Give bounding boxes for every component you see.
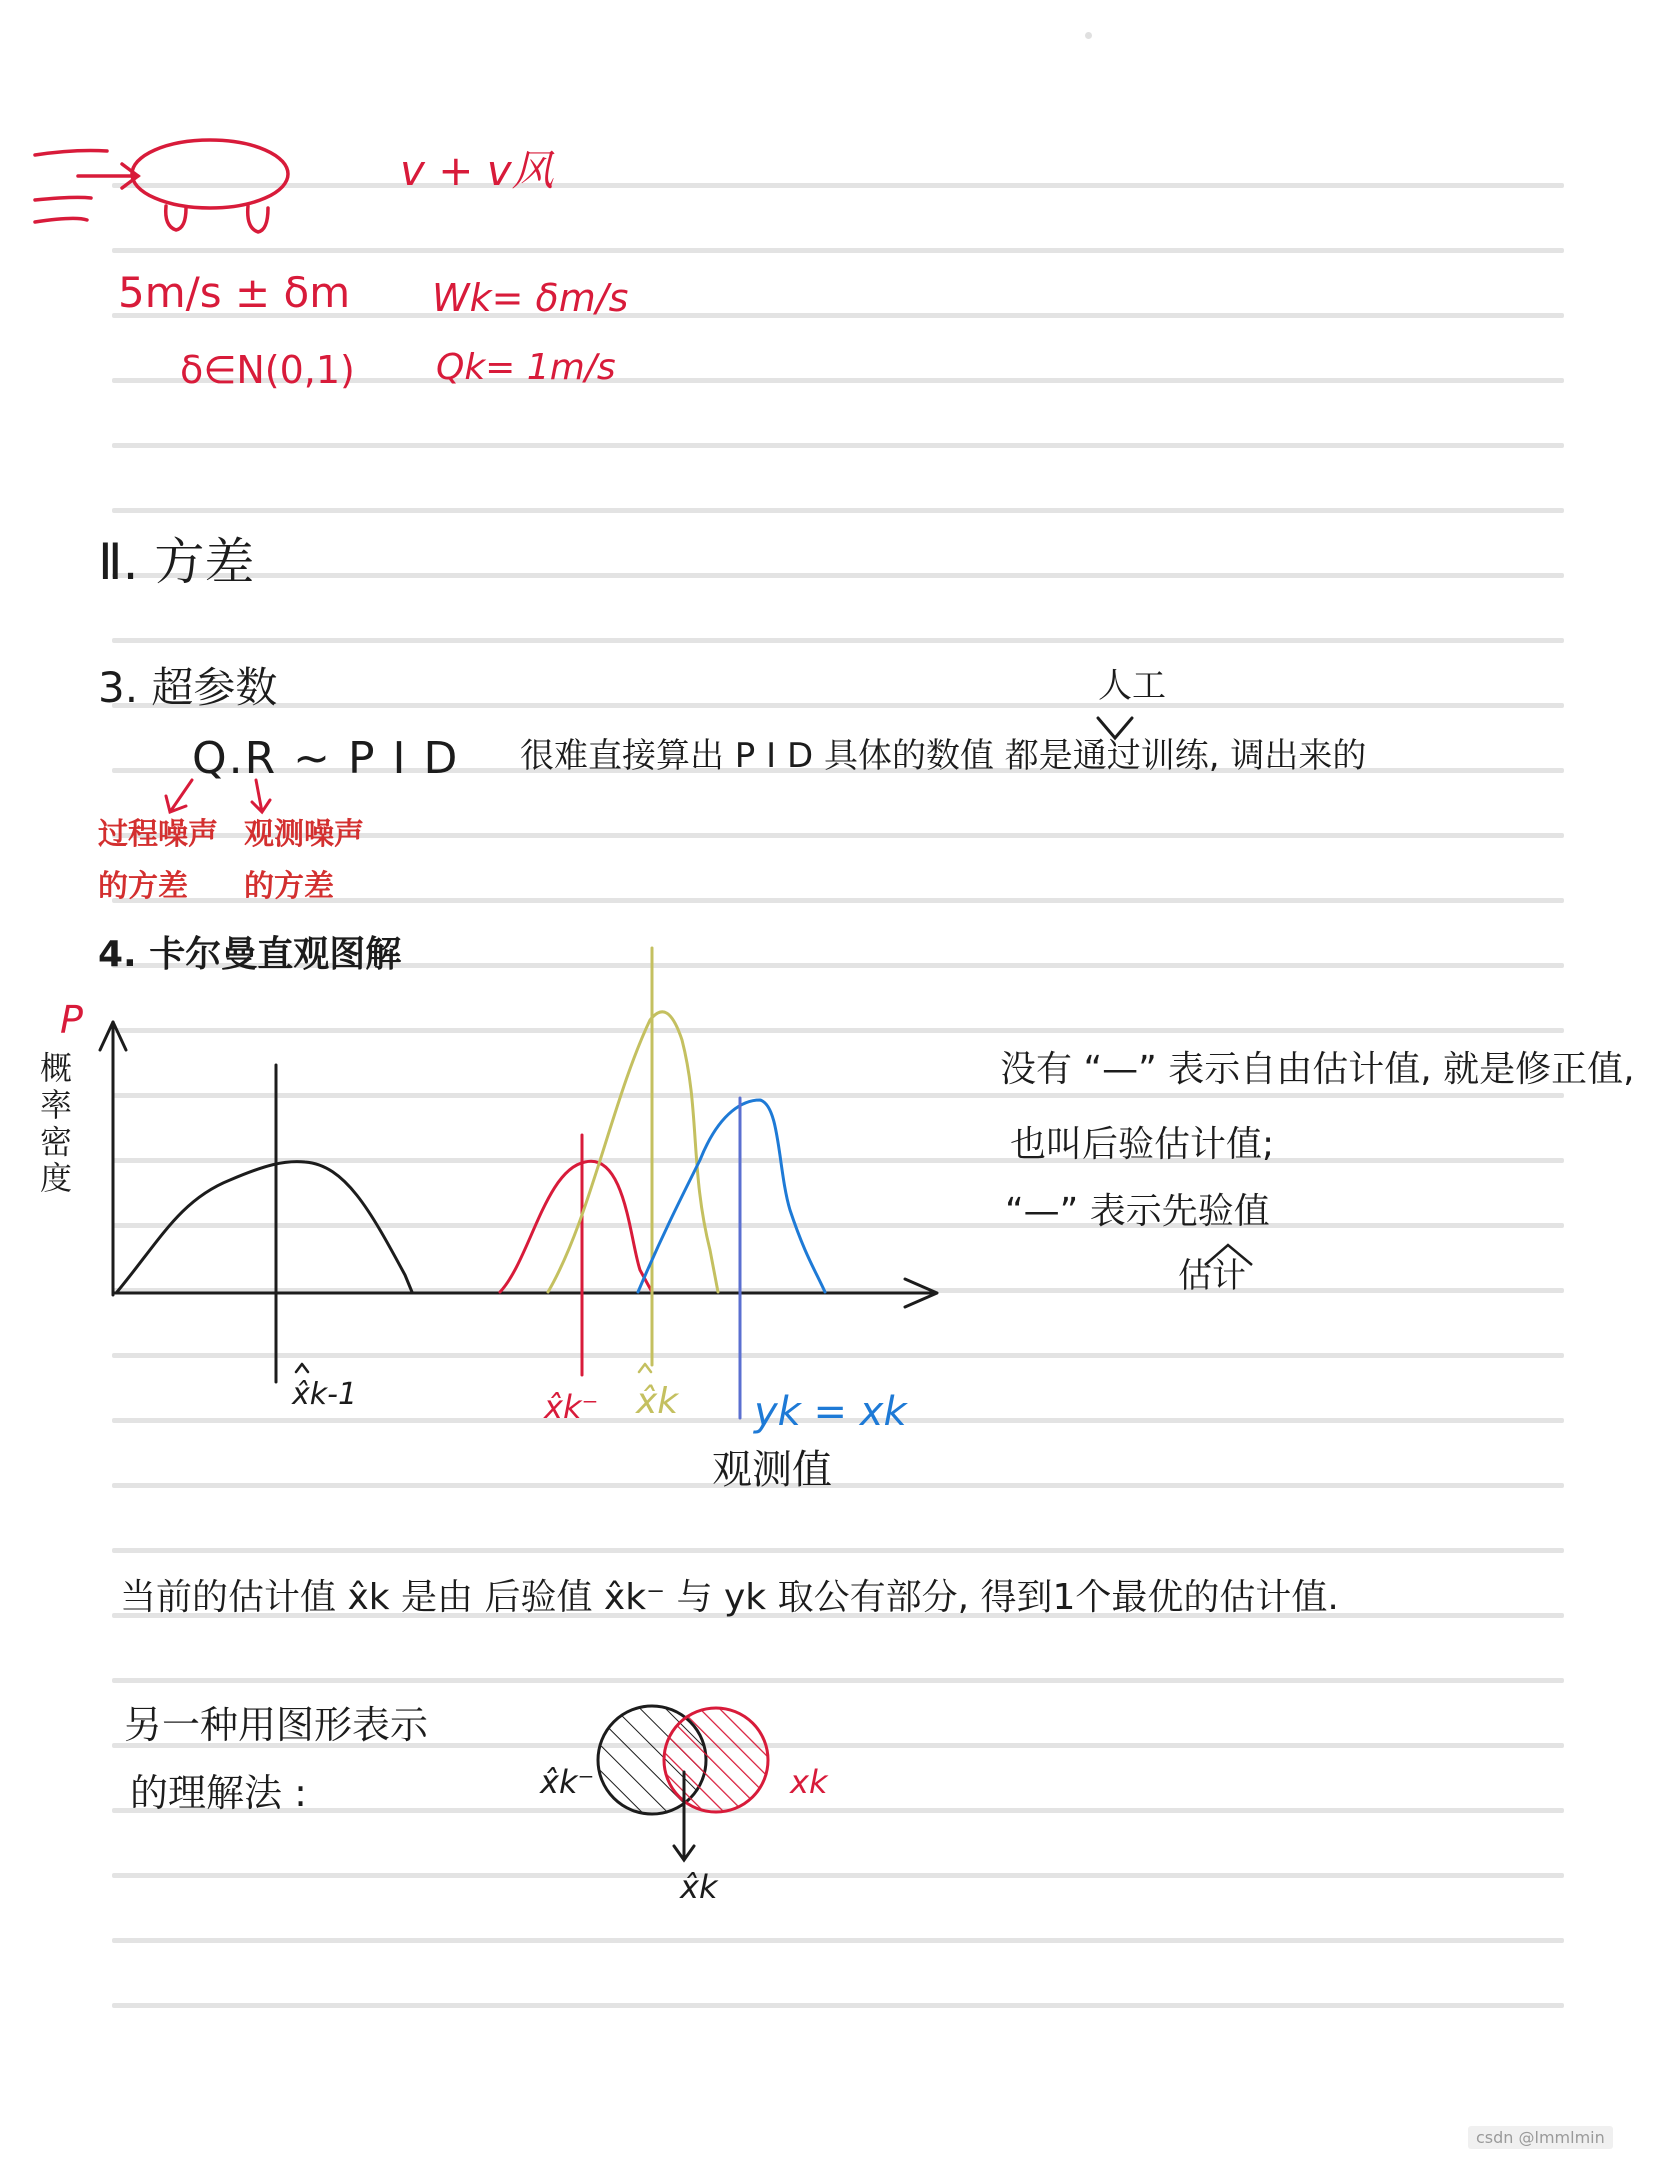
curve-prev <box>117 1162 412 1292</box>
curve-prior <box>500 1161 652 1292</box>
car-sketch <box>35 140 288 232</box>
curve-obs <box>638 1100 825 1292</box>
q-label-line1: 过程噪声 <box>98 817 218 852</box>
wk-line: Wk= δm/s <box>432 276 629 320</box>
velocity-expr: v + v风 <box>400 146 554 195</box>
item3-note: 很难直接算出 P I D 具体的数值 都是通过训练, 调出来的 <box>520 736 1367 776</box>
venn-right-label: xk <box>790 1763 828 1801</box>
side-note-line4: 估计 <box>1178 1256 1246 1296</box>
r-label-line2: 的方差 <box>244 869 334 904</box>
summary-text: 当前的估计值 x̂k 是由 后验值 x̂k⁻ 与 yk 取公有部分, 得到1个最优的估计值. <box>120 1577 1339 1618</box>
q-label-line2: 的方差 <box>98 869 188 904</box>
label-prev: x̂k-1 <box>292 1377 358 1412</box>
arrow-r <box>252 780 270 812</box>
delta-dist: δ∈N(0,1) <box>180 348 355 392</box>
side-note-line3: “—” 表示先验值 <box>1005 1191 1270 1232</box>
item3-note-insert: 人工 <box>1098 666 1166 706</box>
item4-heading: 4. 卡尔曼直观图解 <box>98 934 402 975</box>
r-label-line1: 观测噪声 <box>244 817 364 852</box>
venn-diagram <box>598 1706 768 1860</box>
y-axis-label: 概率密度 <box>40 1049 73 1198</box>
speed-line: 5m/s ± δm <box>118 268 351 317</box>
kalman-chart <box>100 948 937 1418</box>
side-note-line1: 没有 “—” 表示自由估计值, 就是修正值, <box>1000 1049 1635 1090</box>
venn-text-line2: 的理解法 : <box>130 1771 307 1815</box>
label-obs-text: 观测值 <box>712 1447 832 1493</box>
insert-caret <box>1098 718 1132 738</box>
venn-left-label: x̂k⁻ <box>540 1763 595 1801</box>
venn-bottom-label: x̂k <box>680 1868 718 1906</box>
section2-heading: Ⅱ. 方差 <box>98 533 255 591</box>
label-prior: x̂k⁻ <box>544 1388 599 1426</box>
venn-right-circle <box>664 1708 768 1812</box>
venn-text-line1: 另一种用图形表示 <box>124 1703 429 1747</box>
y-axis-symbol: P <box>60 998 83 1042</box>
label-est: x̂k <box>636 1381 679 1422</box>
arrow-q <box>166 780 192 812</box>
item3-formula: Q.R ~ P I D <box>192 733 460 784</box>
label-obs-formula: yk = xk <box>754 1389 907 1435</box>
qk-line: Qk= 1m/s <box>436 347 616 388</box>
item3-heading: 3. 超参数 <box>98 663 278 712</box>
watermark: csdn @lmmlmin <box>1468 2126 1613 2149</box>
curve-est <box>548 1012 718 1292</box>
side-note-line2: 也叫后验估计值; <box>1010 1124 1275 1165</box>
